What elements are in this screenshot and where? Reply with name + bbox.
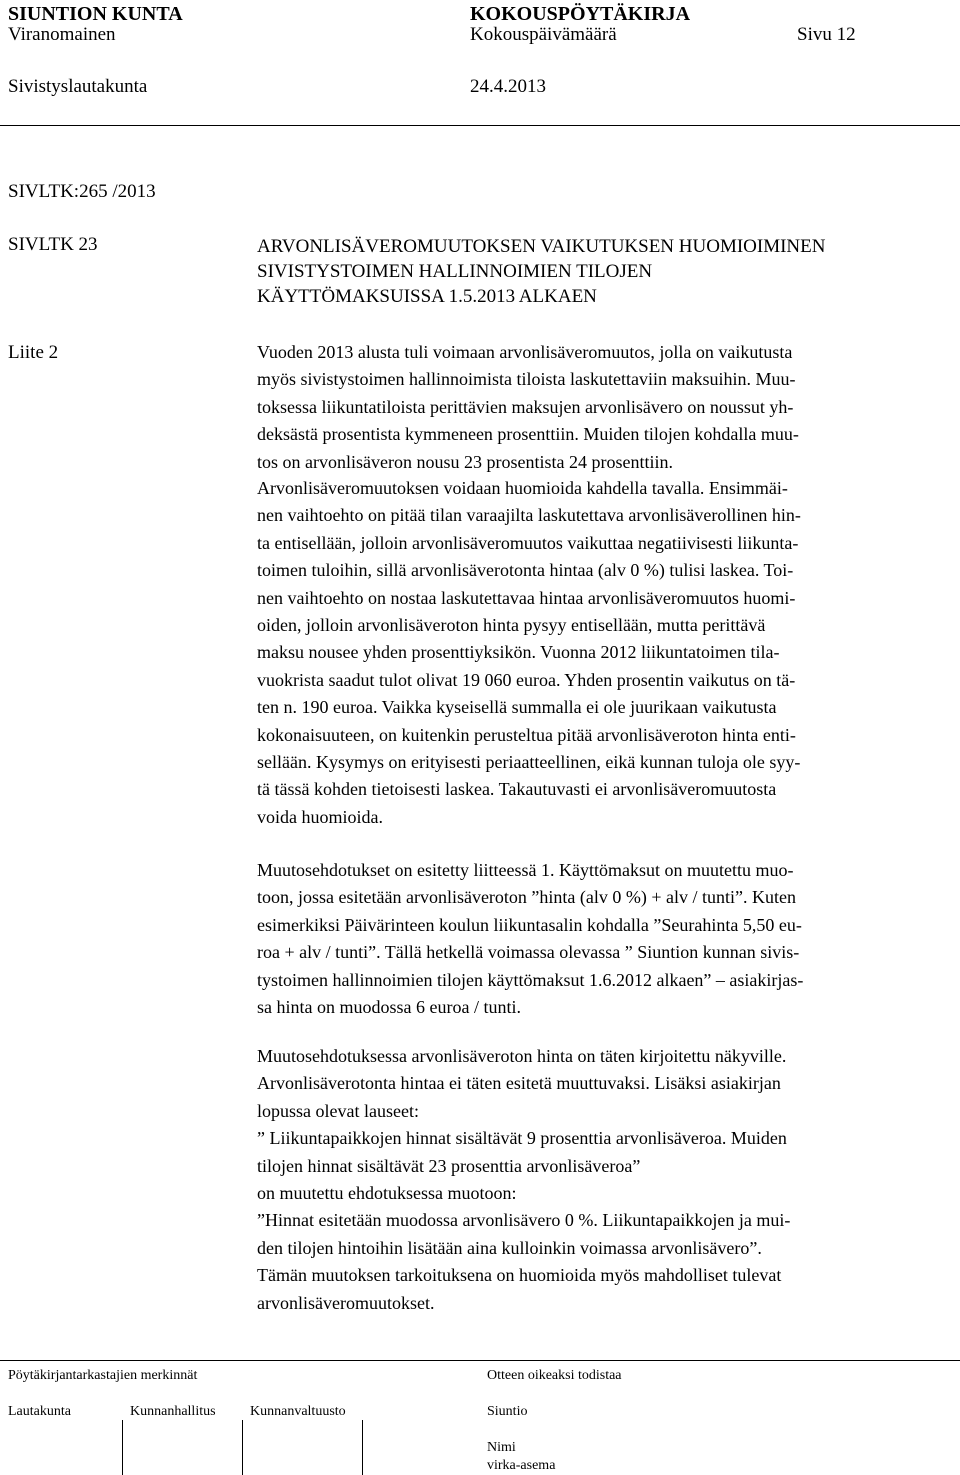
case-title-line: KÄYTTÖMAKSUISSA 1.5.2013 ALKAEN	[257, 286, 597, 307]
paragraph-2	[257, 475, 947, 831]
case-title-line: ARVONLISÄVEROMUUTOKSEN VAIKUTUKSEN HUOMIOIMINEN	[257, 236, 826, 257]
text-line: toimen tuloihin, sillä arvonlisäverotonta hintaa (alv 0 %) tulisi laskea. Toi-	[257, 560, 794, 581]
text-line: maksu nousee yhden prosenttiyksikön. Vuonna 2012 liikuntatoimen tila-	[257, 642, 780, 663]
text-line: Muutosehdotukset on esitetty liitteessä 1. Käyttömaksut on muutettu muo-	[257, 860, 794, 880]
text-line: roa + alv / tunti”. Tällä hetkellä voimassa olevassa ” Siuntion kunnan sivis-	[257, 942, 800, 963]
case-reference: SIVLTK:265 /2013	[8, 181, 156, 202]
footer-title-label: virka-asema	[487, 1458, 556, 1473]
text-line: den tilojen hintoihin lisätään aina kulloinkin voimassa arvonlisävero”.	[257, 1237, 762, 1258]
header-divider	[0, 125, 960, 126]
date-label: Kokouspäivämäärä	[470, 24, 617, 45]
org-name: SIUNTION KUNTA	[8, 3, 183, 25]
text-line: toksessa liikuntatiloista perittävien maksujen arvonlisävero on noussut yh-	[257, 396, 794, 417]
text-line: toon, jossa esitetään arvonlisäveroton ”hinta (alv 0 %) + alv / tunti”. Kuten	[257, 887, 797, 908]
footer-column-separator	[242, 1420, 243, 1475]
text-line: deksästä prosentista kymmeneen prosenttiin. Muiden tilojen kohdalla muu-	[257, 424, 799, 445]
text-line: on muutettu ehdotuksessa muotoon:	[257, 1183, 517, 1204]
text-line: ”Hinnat esitetään muodossa arvonlisävero 0 %. Liikuntapaikkojen ja mui-	[257, 1210, 791, 1231]
text-line: Tämän muutoksen tarkoituksena on huomioida myös mahdolliset tulevat	[257, 1265, 782, 1286]
text-line: tilojen hinnat sisältävät 23 prosenttia arvonlisäveroa”	[257, 1155, 641, 1176]
text-line: sa hinta on muodossa 6 euroa / tunti.	[257, 997, 521, 1018]
text-line: esimerkiksi Päivärinteen koulun liikuntasalin kohdalla ”Seurahinta 5,50 eu-	[257, 914, 802, 935]
footer-col-council: Kunnanvaltuusto	[250, 1404, 346, 1419]
text-line: tystoimen hallinnoimien tilojen käyttömaksut 1.6.2012 alkaen” – asiakirjas-	[257, 969, 804, 990]
attachment-label: Liite 2	[8, 342, 59, 363]
footer-column-separator	[362, 1420, 363, 1475]
text-line: Arvonlisäverotonta hintaa ei täten esitetä muuttuvaksi. Lisäksi asiakirjan	[257, 1073, 781, 1094]
page-number: Sivu 12	[797, 24, 856, 45]
text-line: kokonaisuuteen, on kuitenkin perusteltua pitää arvonlisäveroton hinta enti-	[257, 724, 796, 745]
footer-divider	[0, 1360, 960, 1361]
footer-col-board: Lautakunta	[8, 1404, 71, 1419]
case-title-line: SIVISTYSTOIMEN HALLINNOIMIEN TILOJEN	[257, 261, 653, 282]
text-line: vuokrista saadut tulot olivat 19 060 euroa. Yhden prosentin vaikutus on tä-	[257, 669, 796, 690]
text-line: tä tässä kohden tietoisesti laskea. Takautuvasti ei arvonlisäveromuutosta	[257, 779, 777, 800]
text-line: Muutosehdotuksessa arvonlisäveroton hinta on täten kirjoitettu näkyville.	[257, 1046, 787, 1066]
authority-label: Viranomainen	[8, 24, 116, 45]
text-line: oiden, jolloin arvonlisäveroton hinta pysyy entisellään, mutta perittävä	[257, 615, 766, 636]
text-line: nen vaihtoehto on pitää tilan varaajilta laskutettava arvonlisäverollinen hin-	[257, 505, 801, 526]
paragraph-4	[257, 1043, 947, 1317]
text-line: tos on arvonlisäveron nousu 23 prosentista 24 prosenttiin.	[257, 451, 673, 472]
text-line: Arvonlisäveromuutoksen voidaan huomioida kahdella tavalla. Ensimmäi-	[257, 478, 788, 498]
text-line: ten n. 190 euroa. Vaikka kyseisellä summalla ei ole juurikaan vaikutusta	[257, 697, 777, 718]
text-line: nen vaihtoehto on nostaa laskutettavaa hintaa arvonlisäveromuutos huomi-	[257, 587, 796, 608]
paragraph-3	[257, 857, 947, 1021]
footer-col-municipal-board: Kunnanhallitus	[130, 1404, 216, 1419]
footer-place: Siuntio	[487, 1404, 528, 1419]
text-line: voida huomioida.	[257, 806, 383, 827]
paragraph-1	[257, 339, 947, 476]
minutes-check-label: Pöytäkirjantarkastajien merkinnät	[8, 1368, 198, 1383]
case-title	[257, 234, 825, 309]
text-line: arvonlisäveromuutokset.	[257, 1292, 435, 1313]
text-line: lopussa olevat lauseet:	[257, 1100, 419, 1121]
text-line: myös sivistystoimen hallinnoimista tiloista laskutettaviin maksuihin. Muu-	[257, 369, 796, 390]
section-number: SIVLTK 23	[8, 234, 98, 255]
text-line: Vuoden 2013 alusta tuli voimaan arvonlisäveromuutos, jolla on vaikutusta	[257, 342, 793, 362]
footer-column-separator	[122, 1420, 123, 1475]
footer-name-label: Nimi	[487, 1440, 516, 1455]
text-line: ” Liikuntapaikkojen hinnat sisältävät 9 prosenttia arvonlisäveroa. Muiden	[257, 1128, 787, 1149]
text-line: ta entisellään, jolloin arvonlisäveromuutos vaikuttaa negatiivisesti liikunta-	[257, 532, 799, 553]
text-line: sellään. Kysymys on erityisesti periaatteellinen, eikä kunnan tuloja ole syy-	[257, 752, 801, 773]
meeting-date: 24.4.2013	[470, 76, 546, 97]
certified-label: Otteen oikeaksi todistaa	[487, 1368, 622, 1383]
authority-name: Sivistyslautakunta	[8, 76, 148, 97]
document-type: KOKOUSPÖYTÄKIRJA	[470, 3, 691, 25]
